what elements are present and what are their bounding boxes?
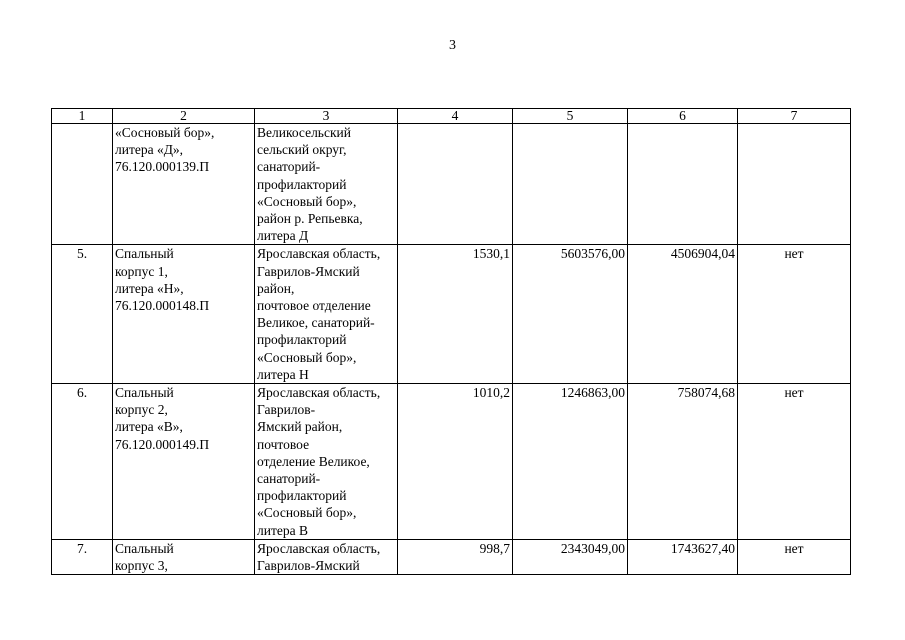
note-cell: нет: [738, 539, 851, 574]
column-header: 2: [113, 109, 255, 124]
address-cell-line: почтовое отделение: [257, 298, 371, 314]
area-cell: 998,7: [398, 539, 513, 574]
address-cell-line: литера Н: [257, 366, 309, 382]
address-cell-line: Великое, санаторий-: [257, 315, 375, 331]
address-cell-line: санаторий-: [257, 159, 321, 175]
address-cell-line: Ямский район,: [257, 419, 343, 435]
row-number-cell: 7.: [52, 539, 113, 574]
value2-cell: 4506904,04: [628, 245, 738, 384]
object-name-cell-line: 76.120.000139.П: [115, 159, 210, 175]
object-name-cell-line: литера «Н»,: [115, 280, 184, 296]
object-name-cell-line: корпус 1,: [115, 263, 168, 279]
table-row: [52, 384, 851, 540]
object-name-cell-line: литера «Д»,: [115, 142, 184, 158]
address-cell-line: район,: [257, 280, 295, 296]
address-cell-line: район р. Репьевка,: [257, 211, 363, 227]
column-header: 5: [513, 109, 628, 124]
object-name-cell-line: Спальный: [115, 540, 174, 556]
address-cell-line: Гаврилов-Ямский: [257, 558, 360, 574]
table-row: [52, 124, 851, 245]
address-cell-line: Ярославская область,: [257, 385, 381, 401]
object-name-cell-line: 76.120.000149.П: [115, 436, 210, 452]
area-cell: [398, 124, 513, 245]
object-name-cell: [113, 384, 255, 540]
value1-cell: 1246863,00: [513, 384, 628, 540]
address-cell: [255, 539, 398, 574]
page-number: 3: [449, 38, 456, 53]
address-cell-line: Ярославская область,: [257, 540, 381, 556]
address-cell-line: профилакторий: [257, 488, 347, 504]
address-cell-line: Гаврилов-Ямский: [257, 263, 360, 279]
address-cell-line: профилакторий: [257, 176, 347, 192]
property-table: [51, 108, 851, 575]
address-cell-line: «Сосновый бор»,: [257, 349, 357, 365]
address-cell-line: литера В: [257, 522, 308, 538]
address-cell-line: «Сосновый бор»,: [257, 505, 357, 521]
object-name-cell-line: Спальный: [115, 246, 174, 262]
area-cell: 1530,1: [398, 245, 513, 384]
note-cell: нет: [738, 384, 851, 540]
note-cell: нет: [738, 245, 851, 384]
object-name-cell-line: корпус 3,: [115, 558, 168, 574]
value1-cell: 5603576,00: [513, 245, 628, 384]
address-cell-line: санаторий-: [257, 471, 321, 487]
address-cell-line: сельский округ,: [257, 142, 347, 158]
address-cell-line: Великосельский: [257, 125, 351, 140]
address-cell-line: «Сосновый бор»,: [257, 193, 357, 209]
object-name-cell: [113, 124, 255, 245]
address-cell: [255, 124, 398, 245]
value2-cell: [628, 124, 738, 245]
column-header: 1: [52, 109, 113, 124]
object-name-cell-line: 76.120.000148.П: [115, 298, 210, 314]
object-name-cell-line: корпус 2,: [115, 402, 168, 418]
address-cell-line: литера Д: [257, 228, 309, 244]
address-cell: [255, 245, 398, 384]
column-header: 6: [628, 109, 738, 124]
area-cell: 1010,2: [398, 384, 513, 540]
object-name-cell-line: «Сосновый бор»,: [115, 125, 215, 140]
row-number-cell: 5.: [52, 245, 113, 384]
address-cell-line: профилакторий: [257, 332, 347, 348]
column-header: 7: [738, 109, 851, 124]
address-cell: [255, 384, 398, 540]
object-name-cell: [113, 539, 255, 574]
object-name-cell-line: Спальный: [115, 385, 174, 401]
table-row: [52, 245, 851, 384]
table-row: [52, 539, 851, 574]
note-cell: [738, 124, 851, 245]
address-cell-line: почтовое: [257, 436, 310, 452]
address-cell-line: отделение Великое,: [257, 453, 370, 469]
address-cell-line: Ярославская область,: [257, 246, 381, 262]
address-cell-line: Гаврилов-: [257, 402, 316, 418]
column-header: 4: [398, 109, 513, 124]
value1-cell: [513, 124, 628, 245]
table-header-row: [52, 109, 851, 124]
object-name-cell-line: литера «В»,: [115, 419, 183, 435]
row-number-cell: [52, 124, 113, 245]
column-header: 3: [255, 109, 398, 124]
table-body: [52, 124, 851, 575]
value2-cell: 1743627,40: [628, 539, 738, 574]
row-number-cell: 6.: [52, 384, 113, 540]
value1-cell: 2343049,00: [513, 539, 628, 574]
object-name-cell: [113, 245, 255, 384]
value2-cell: 758074,68: [628, 384, 738, 540]
